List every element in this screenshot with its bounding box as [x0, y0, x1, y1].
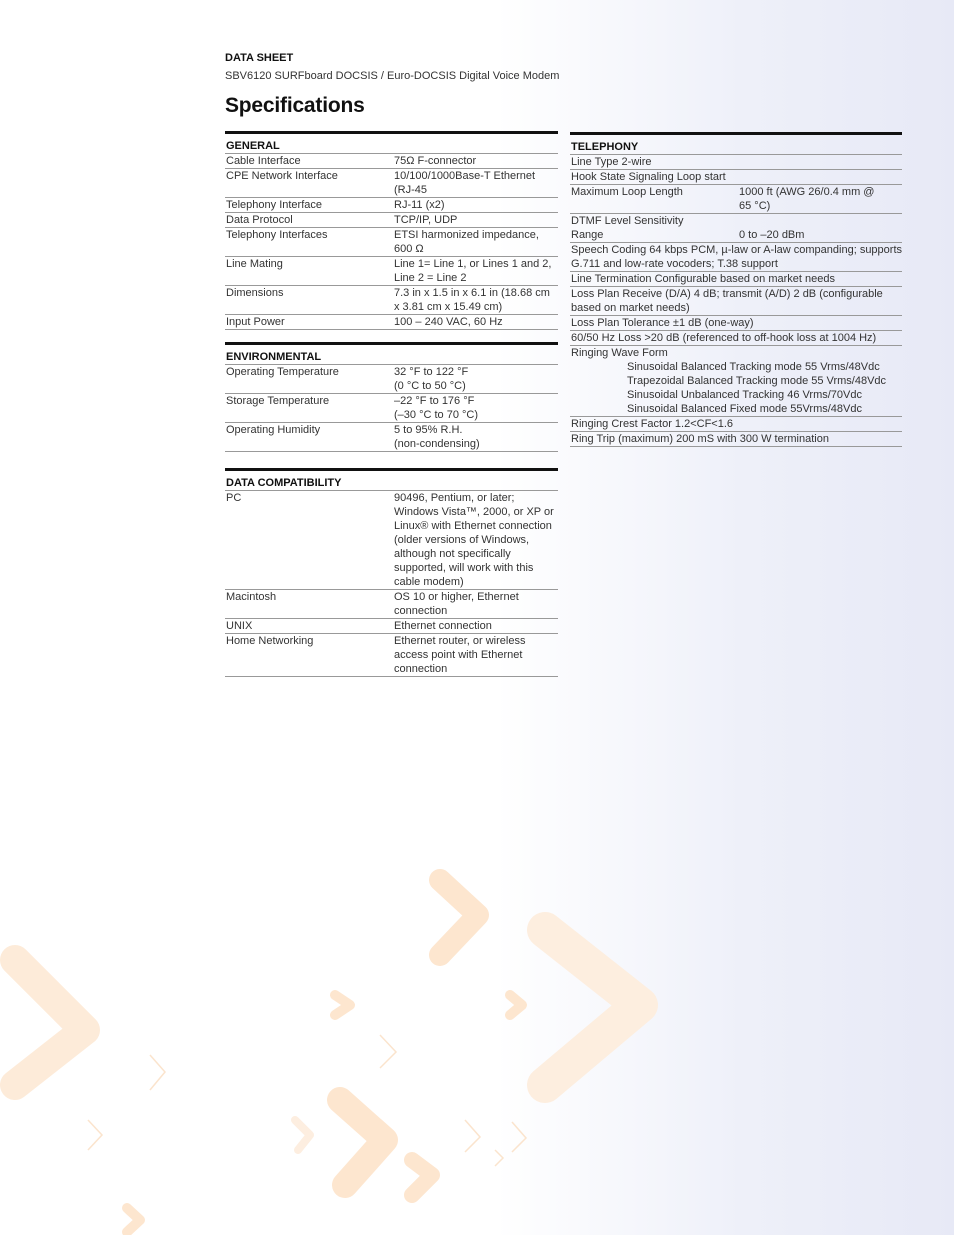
spec-row: [225, 423, 558, 452]
spec-label: Maximum Loop Length: [571, 186, 683, 198]
spec-label: Line Mating: [226, 258, 283, 270]
environmental-title: ENVIRONMENTAL: [225, 345, 558, 365]
ringing-wave-title: Ringing Wave Form: [571, 347, 668, 359]
chevron-shape: [295, 1120, 310, 1150]
ringing-wave-line: Trapezoidal Balanced Tracking mode 55 Vrms/48Vdc: [627, 375, 887, 387]
spec-row: Speech Coding 64 kbps PCM, µ-law or A-law companding; supports G.711 and low-rate vocoders; T.38 support: [571, 244, 903, 270]
spec-row: [225, 491, 558, 590]
spec-label: Range: [571, 229, 604, 241]
chevron-shape: [412, 1160, 432, 1195]
spec-label: Telephony Interfaces: [226, 229, 328, 241]
spec-row: Ring Trip (maximum) 200 mS with 300 W termination: [570, 432, 902, 447]
spec-row: [225, 394, 558, 423]
spec-value: RJ-11 (x2): [394, 199, 445, 211]
spec-value: 10/100/1000Base-T Ethernet (RJ-45: [394, 170, 536, 196]
spec-value: 7.3 in x 1.5 in x 6.1 in (18.68 cm x 3.81 cm x 15.49 cm): [394, 287, 550, 313]
spec-value: Ethernet connection: [394, 620, 492, 632]
chevron-shape: [335, 995, 350, 1015]
spec-row: [225, 590, 558, 619]
general-title: GENERAL: [225, 134, 558, 154]
chevron-shape: [127, 1208, 140, 1232]
telephony-section: [570, 132, 902, 447]
data-compatibility-title: DATA COMPATIBILITY: [225, 471, 558, 491]
page-title: Specifications: [225, 94, 365, 117]
telephony-title: TELEPHONY: [570, 135, 902, 155]
spec-value: 0 to –20 dBm: [739, 229, 805, 241]
spec-row: DTMF Level Sensitivity: [571, 215, 684, 227]
ringing-wave-line: Sinusoidal Balanced Tracking mode 55 Vrms/48Vdc: [627, 361, 880, 373]
spec-row: [225, 213, 558, 228]
spec-label: Cable Interface: [226, 155, 301, 167]
spec-value: 75Ω F-connector: [394, 155, 477, 167]
spec-row: [225, 634, 558, 677]
spec-value-line: (0 °C to 50 °C): [394, 380, 466, 392]
spec-value-line: –22 °F to 176 °F: [394, 395, 475, 407]
chevron-outline: [495, 1150, 503, 1166]
spec-value: 100 – 240 VAC, 60 Hz: [394, 316, 503, 328]
spec-row: Line Type 2-wire: [570, 155, 902, 170]
data-compatibility-section: [225, 468, 558, 677]
spec-value-line: 32 °F to 122 °F: [394, 366, 469, 378]
environmental-section: [225, 342, 558, 452]
spec-row: [225, 315, 558, 330]
chevron-shape: [545, 930, 640, 1085]
spec-row: [225, 257, 558, 286]
spec-value: TCP/IP, UDP: [394, 214, 458, 226]
spec-row: 60/50 Hz Loss >20 dB (referenced to off-hook loss at 1004 Hz): [570, 331, 902, 346]
chevron-shape: [440, 880, 478, 955]
spec-row: Line Termination Configurable based on market needs: [570, 272, 902, 287]
spec-label: Operating Temperature: [226, 366, 339, 378]
chevron-outline: [380, 1035, 396, 1068]
spec-row: [225, 169, 558, 198]
spec-label: Input Power: [226, 316, 285, 328]
spec-value: OS 10 or higher, Ethernet connection: [394, 591, 519, 617]
spec-label: CPE Network Interface: [226, 170, 338, 182]
chevron-shape: [510, 995, 522, 1015]
spec-row: Ringing Crest Factor 1.2<CF<1.6: [570, 417, 902, 432]
spec-value: 1000 ft (AWG 26/0.4 mm @ 65 °C): [739, 186, 875, 212]
chevron-outline: [512, 1122, 526, 1152]
spec-row: [225, 286, 558, 315]
spec-label: UNIX: [226, 620, 253, 632]
spec-row: [225, 198, 558, 213]
ringing-wave-line: Sinusoidal Balanced Fixed mode 55Vrms/48Vdc: [627, 403, 863, 415]
spec-row: [225, 365, 558, 394]
spec-row: [570, 185, 902, 214]
spec-value: [394, 394, 558, 422]
spec-row: [570, 228, 902, 243]
spec-value: 90496, Pentium, or later; Windows Vista™, 2000, or XP or Linux® with Ethernet connection (older versions of Windows, although not specifically supported, will work with this cable modem): [394, 492, 554, 588]
chevron-outline: [88, 1120, 102, 1150]
spec-label: PC: [226, 492, 242, 504]
spec-value-line: (non-condensing): [394, 438, 480, 450]
chevron-outline: [465, 1120, 480, 1152]
spec-label: Telephony Interface: [226, 199, 323, 211]
chevron-outline: [150, 1055, 165, 1090]
spec-value: Ethernet router, or wireless access point with Ethernet connection: [394, 635, 526, 675]
spec-row: [570, 346, 902, 417]
spec-label: Dimensions: [226, 287, 284, 299]
spec-label: Macintosh: [226, 591, 277, 603]
spec-row: Loss Plan Tolerance ±1 dB (one-way): [570, 316, 902, 331]
spec-value: Line 1= Line 1, or Lines 1 and 2, Line 2 = Line 2: [394, 258, 552, 284]
general-section: [225, 131, 558, 330]
spec-label: Data Protocol: [226, 214, 293, 226]
document-type-label: DATA SHEET: [225, 52, 294, 64]
spec-value: ETSI harmonized impedance, 600 Ω: [394, 229, 539, 255]
spec-value-line: (–30 °C to 70 °C): [394, 409, 478, 421]
spec-row: [225, 228, 558, 257]
spec-row: [225, 619, 558, 634]
ringing-wave-line: Sinusoidal Unbalanced Tracking 46 Vrms/70Vdc: [627, 389, 863, 401]
spec-row: Hook State Signaling Loop start: [570, 170, 902, 185]
spec-row: [225, 154, 558, 169]
product-subtitle: SBV6120 SURFboard DOCSIS / Euro-DOCSIS Digital Voice Modem: [225, 70, 560, 82]
spec-label: Operating Humidity: [226, 424, 321, 436]
spec-label: Home Networking: [226, 635, 314, 647]
spec-value-line: 5 to 95% R.H.: [394, 424, 463, 436]
chevron-shape: [15, 960, 85, 1085]
spec-value: [394, 423, 558, 451]
spec-row: Loss Plan Receive (D/A) 4 dB; transmit (A/D) 2 dB (configurable based on market needs): [570, 287, 902, 316]
spec-value: [394, 365, 558, 393]
spec-label: Storage Temperature: [226, 395, 330, 407]
chevron-shape: [340, 1100, 385, 1185]
